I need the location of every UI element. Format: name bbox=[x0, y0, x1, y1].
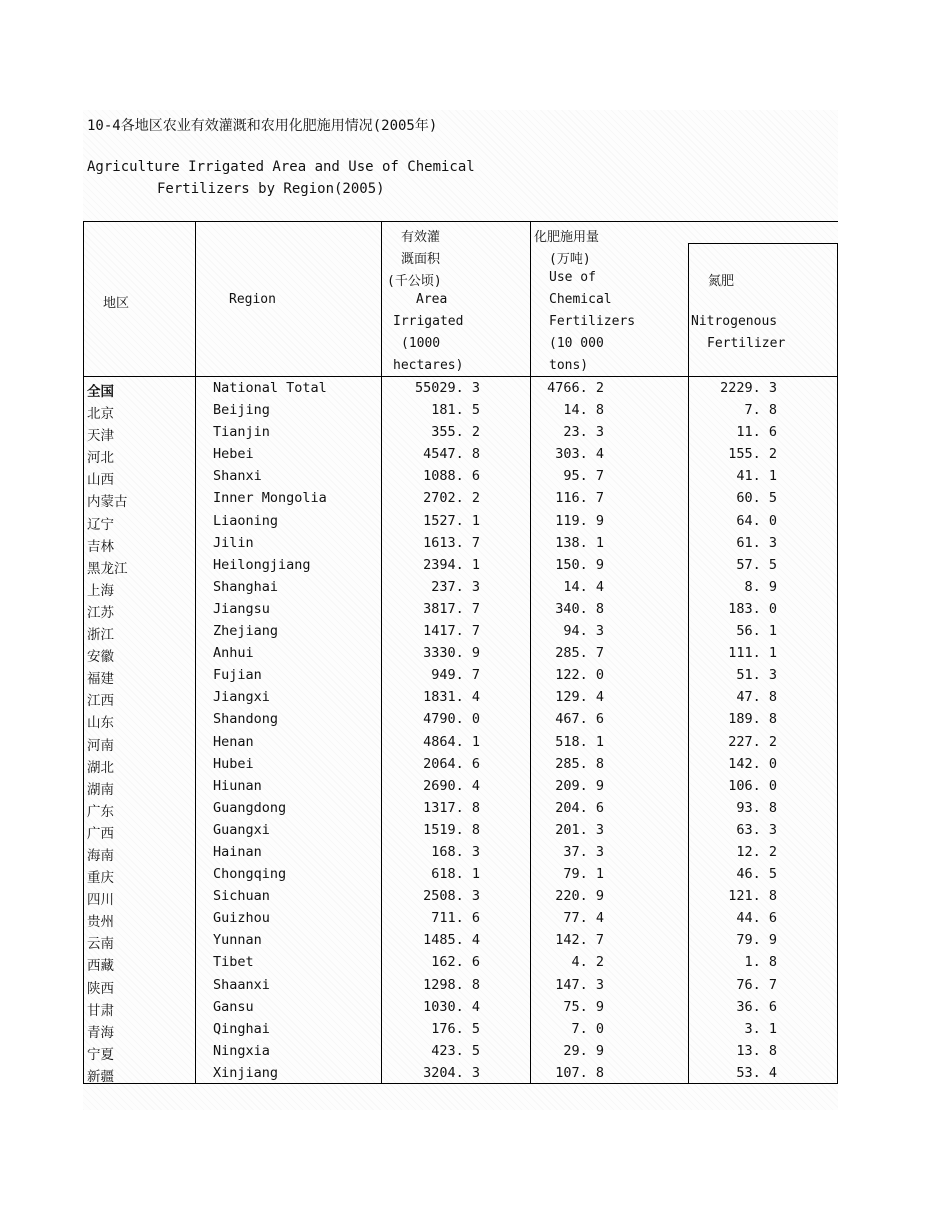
chemical-value: 94. 3 bbox=[563, 623, 604, 640]
region-name-zh: 浙江 bbox=[87, 627, 114, 644]
table-row-total bbox=[83, 377, 838, 399]
area-value: 4864. 1 bbox=[423, 733, 480, 750]
nitrogen-value: 111. 1 bbox=[728, 645, 777, 662]
table-row bbox=[83, 465, 838, 487]
chemical-value: 4766. 2 bbox=[547, 380, 604, 396]
page-title: 10-4各地区农业有效灌溉和农用化肥施用情况(2005年) bbox=[87, 118, 438, 134]
nitrogen-value: 106. 0 bbox=[728, 777, 777, 794]
region-name-en: Hubei bbox=[213, 755, 254, 772]
region-name-zh: 青海 bbox=[87, 1024, 114, 1041]
chemical-value: 14. 8 bbox=[563, 402, 604, 419]
nitrogen-value: 227. 2 bbox=[728, 733, 777, 750]
nitrogen-header-top-border bbox=[688, 243, 838, 244]
nitrogen-value: 7. 8 bbox=[744, 402, 777, 419]
table-row bbox=[83, 863, 838, 885]
area-value: 3817. 7 bbox=[423, 600, 480, 617]
region-name-zh: 福建 bbox=[87, 671, 114, 688]
table-row bbox=[83, 532, 838, 554]
region-name-zh: 辽宁 bbox=[87, 516, 114, 533]
chemical-value: 201. 3 bbox=[555, 821, 604, 838]
area-value: 3204. 3 bbox=[423, 1064, 480, 1081]
nitrogen-value: 11. 6 bbox=[736, 424, 777, 441]
region-name-en: Ningxia bbox=[213, 1042, 270, 1059]
area-value: 1831. 4 bbox=[423, 689, 480, 706]
region-name-zh: 海南 bbox=[87, 847, 114, 864]
region-name-en: Anhui bbox=[213, 645, 254, 662]
nitrogen-value: 60. 5 bbox=[736, 490, 777, 507]
nitrogen-value: 142. 0 bbox=[728, 755, 777, 772]
area-value: 176. 5 bbox=[431, 1020, 480, 1037]
table-row bbox=[83, 1018, 838, 1040]
chemical-value: 7. 0 bbox=[571, 1020, 604, 1037]
region-name-en: Heilongjiang bbox=[213, 556, 311, 573]
table-row bbox=[83, 841, 838, 863]
table-row bbox=[83, 753, 838, 775]
nitrogen-value: 61. 3 bbox=[736, 534, 777, 551]
table-row bbox=[83, 487, 838, 509]
area-value: 618. 1 bbox=[431, 866, 480, 883]
area-value: 3330. 9 bbox=[423, 645, 480, 662]
region-name-zh: 北京 bbox=[87, 406, 114, 423]
table-row bbox=[83, 686, 838, 708]
chemical-value: 75. 9 bbox=[563, 998, 604, 1015]
area-value: 4547. 8 bbox=[423, 446, 480, 463]
area-value: 181. 5 bbox=[431, 402, 480, 419]
table-row bbox=[83, 885, 838, 907]
table-row bbox=[83, 642, 838, 664]
chemical-value: 467. 6 bbox=[555, 711, 604, 728]
chemical-value: 79. 1 bbox=[563, 866, 604, 883]
region-name-zh: 山西 bbox=[87, 472, 114, 489]
nitrogen-value: 46. 5 bbox=[736, 866, 777, 883]
table-row bbox=[83, 598, 838, 620]
area-value: 355. 2 bbox=[431, 424, 480, 441]
nitrogen-value: 155. 2 bbox=[728, 446, 777, 463]
nitrogen-value: 41. 1 bbox=[736, 468, 777, 485]
nitrogen-value: 93. 8 bbox=[736, 799, 777, 816]
region-name-en: Tibet bbox=[213, 954, 254, 971]
chemical-value: 116. 7 bbox=[555, 490, 604, 507]
area-value: 711. 6 bbox=[431, 910, 480, 927]
chemical-value: 303. 4 bbox=[555, 446, 604, 463]
table-row bbox=[83, 951, 838, 973]
chemical-value: 209. 9 bbox=[555, 777, 604, 794]
nitrogen-value: 2229. 3 bbox=[720, 380, 777, 396]
chemical-value: 285. 8 bbox=[555, 755, 604, 772]
chemical-value: 142. 7 bbox=[555, 932, 604, 949]
chemical-value: 122. 0 bbox=[555, 667, 604, 684]
area-value: 55029. 3 bbox=[414, 380, 480, 396]
region-name-en: Beijing bbox=[213, 402, 270, 419]
table-row bbox=[83, 1062, 838, 1084]
table-top-border bbox=[83, 221, 838, 222]
chemical-value: 204. 6 bbox=[555, 799, 604, 816]
region-name-zh: 重庆 bbox=[87, 870, 114, 887]
region-name-zh: 四川 bbox=[87, 892, 114, 909]
table-row bbox=[83, 797, 838, 819]
region-name-en: Shanghai bbox=[213, 578, 279, 595]
region-name-en: Zhejiang bbox=[213, 623, 279, 640]
english-title-line-2: Fertilizers by Region(2005) bbox=[157, 181, 385, 197]
chemical-value: 14. 4 bbox=[563, 578, 604, 595]
table-row bbox=[83, 421, 838, 443]
table-row bbox=[83, 996, 838, 1018]
region-name-en: Gansu bbox=[213, 998, 254, 1015]
chemical-value: 150. 9 bbox=[555, 556, 604, 573]
table-row bbox=[83, 576, 838, 598]
area-value: 162. 6 bbox=[431, 954, 480, 971]
table-row bbox=[83, 443, 838, 465]
area-value: 1088. 6 bbox=[423, 468, 480, 485]
nitrogen-value: 56. 1 bbox=[736, 623, 777, 640]
region-name-en: Guangdong bbox=[213, 799, 287, 816]
area-value: 949. 7 bbox=[431, 667, 480, 684]
region-name-zh: 云南 bbox=[87, 936, 114, 953]
region-name-en: Jiangsu bbox=[213, 600, 270, 617]
area-value: 4790. 0 bbox=[423, 711, 480, 728]
nitrogen-value: 36. 6 bbox=[736, 998, 777, 1015]
chemical-value: 147. 3 bbox=[555, 976, 604, 993]
nitrogen-value: 3. 1 bbox=[744, 1020, 777, 1037]
chemical-value: 285. 7 bbox=[555, 645, 604, 662]
nitrogen-value: 8. 9 bbox=[744, 578, 777, 595]
nitrogen-value: 76. 7 bbox=[736, 976, 777, 993]
table-row bbox=[83, 731, 838, 753]
area-value: 2394. 1 bbox=[423, 556, 480, 573]
region-name-zh: 江苏 bbox=[87, 604, 114, 621]
chemical-value: 340. 8 bbox=[555, 600, 604, 617]
table-row bbox=[83, 708, 838, 730]
region-name-zh: 江西 bbox=[87, 693, 114, 710]
area-value: 2064. 6 bbox=[423, 755, 480, 772]
chemical-value: 119. 9 bbox=[555, 512, 604, 529]
table-row bbox=[83, 510, 838, 532]
region-name-zh: 内蒙古 bbox=[87, 494, 128, 511]
region-name-zh: 湖南 bbox=[87, 781, 114, 798]
nitrogen-value: 1. 8 bbox=[744, 954, 777, 971]
region-name-en: Jiangxi bbox=[213, 689, 270, 706]
region-name-zh: 宁夏 bbox=[87, 1046, 114, 1063]
table-row bbox=[83, 974, 838, 996]
region-name-en: Jilin bbox=[213, 534, 254, 551]
nitrogen-value: 79. 9 bbox=[736, 932, 777, 949]
nitrogen-value: 64. 0 bbox=[736, 512, 777, 529]
chemical-value: 4. 2 bbox=[571, 954, 604, 971]
header-region-zh: 地区 bbox=[103, 296, 130, 311]
area-value: 1527. 1 bbox=[423, 512, 480, 529]
area-value: 1485. 4 bbox=[423, 932, 480, 949]
nitrogen-value: 121. 8 bbox=[728, 888, 777, 905]
region-name-zh: 贵州 bbox=[87, 914, 114, 931]
region-name-zh: 天津 bbox=[87, 428, 114, 445]
region-name-en: Shaanxi bbox=[213, 976, 270, 993]
chemical-value: 129. 4 bbox=[555, 689, 604, 706]
region-name-en: Qinghai bbox=[213, 1020, 270, 1037]
region-name-en: Chongqing bbox=[213, 866, 287, 883]
nitrogen-value: 44. 6 bbox=[736, 910, 777, 927]
chemical-value: 77. 4 bbox=[563, 910, 604, 927]
area-value: 2702. 2 bbox=[423, 490, 480, 507]
nitrogen-value: 12. 2 bbox=[736, 843, 777, 860]
region-name-en: Guangxi bbox=[213, 821, 270, 838]
table-body bbox=[83, 377, 838, 1084]
region-name-zh: 上海 bbox=[87, 582, 114, 599]
region-name-en: Guizhou bbox=[213, 910, 270, 927]
region-name-zh: 全国 bbox=[87, 384, 114, 400]
region-name-en: Xinjiang bbox=[213, 1064, 279, 1081]
chemical-value: 518. 1 bbox=[555, 733, 604, 750]
region-name-zh: 山东 bbox=[87, 715, 114, 732]
region-name-zh: 广西 bbox=[87, 825, 114, 842]
nitrogen-value: 53. 4 bbox=[736, 1064, 777, 1081]
region-name-zh: 新疆 bbox=[87, 1068, 114, 1085]
chemical-value: 95. 7 bbox=[563, 468, 604, 485]
nitrogen-value: 13. 8 bbox=[736, 1042, 777, 1059]
region-name-en: Liaoning bbox=[213, 512, 279, 529]
table-row bbox=[83, 620, 838, 642]
chemical-value: 107. 8 bbox=[555, 1064, 604, 1081]
nitrogen-value: 47. 8 bbox=[736, 689, 777, 706]
table-row bbox=[83, 819, 838, 841]
area-value: 1417. 7 bbox=[423, 623, 480, 640]
header-region-en: Region bbox=[229, 292, 276, 307]
area-value: 1519. 8 bbox=[423, 821, 480, 838]
region-name-zh: 甘肃 bbox=[87, 1002, 114, 1019]
region-name-zh: 西藏 bbox=[87, 958, 114, 975]
chemical-value: 29. 9 bbox=[563, 1042, 604, 1059]
area-value: 237. 3 bbox=[431, 578, 480, 595]
area-value: 1317. 8 bbox=[423, 799, 480, 816]
english-title-line-1: Agriculture Irrigated Area and Use of Chemical bbox=[87, 159, 475, 175]
chemical-value: 37. 3 bbox=[563, 843, 604, 860]
area-value: 1613. 7 bbox=[423, 534, 480, 551]
area-value: 2690. 4 bbox=[423, 777, 480, 794]
region-name-zh: 广东 bbox=[87, 803, 114, 820]
region-name-en: Hebei bbox=[213, 446, 254, 463]
nitrogen-value: 63. 3 bbox=[736, 821, 777, 838]
area-value: 168. 3 bbox=[431, 843, 480, 860]
table-row bbox=[83, 664, 838, 686]
region-name-en: Inner Mongolia bbox=[213, 490, 327, 507]
region-name-zh: 河南 bbox=[87, 737, 114, 754]
region-name-en: Hiunan bbox=[213, 777, 262, 794]
region-name-zh: 陕西 bbox=[87, 980, 114, 997]
nitrogen-value: 183. 0 bbox=[728, 600, 777, 617]
region-name-en: Henan bbox=[213, 733, 254, 750]
region-name-zh: 安徽 bbox=[87, 649, 114, 666]
region-name-en: Shandong bbox=[213, 711, 279, 728]
region-name-zh: 湖北 bbox=[87, 759, 114, 776]
area-value: 423. 5 bbox=[431, 1042, 480, 1059]
region-name-en: Fujian bbox=[213, 667, 262, 684]
area-value: 1030. 4 bbox=[423, 998, 480, 1015]
nitrogen-value: 189. 8 bbox=[728, 711, 777, 728]
table-row bbox=[83, 1040, 838, 1062]
table-row bbox=[83, 929, 838, 951]
region-name-zh: 河北 bbox=[87, 450, 114, 467]
region-name-zh: 吉林 bbox=[87, 538, 114, 555]
table-row bbox=[83, 399, 838, 421]
table-row bbox=[83, 775, 838, 797]
table-row bbox=[83, 907, 838, 929]
region-name-en: National Total bbox=[213, 380, 327, 396]
region-name-en: Hainan bbox=[213, 843, 262, 860]
region-name-en: Sichuan bbox=[213, 888, 270, 905]
region-name-zh: 黑龙江 bbox=[87, 560, 128, 577]
chemical-value: 220. 9 bbox=[555, 888, 604, 905]
nitrogen-value: 57. 5 bbox=[736, 556, 777, 573]
chemical-value: 23. 3 bbox=[563, 424, 604, 441]
chemical-value: 138. 1 bbox=[555, 534, 604, 551]
region-name-en: Yunnan bbox=[213, 932, 262, 949]
region-name-en: Shanxi bbox=[213, 468, 262, 485]
region-name-en: Tianjin bbox=[213, 424, 270, 441]
nitrogen-value: 51. 3 bbox=[736, 667, 777, 684]
table-row bbox=[83, 554, 838, 576]
area-value: 2508. 3 bbox=[423, 888, 480, 905]
area-value: 1298. 8 bbox=[423, 976, 480, 993]
